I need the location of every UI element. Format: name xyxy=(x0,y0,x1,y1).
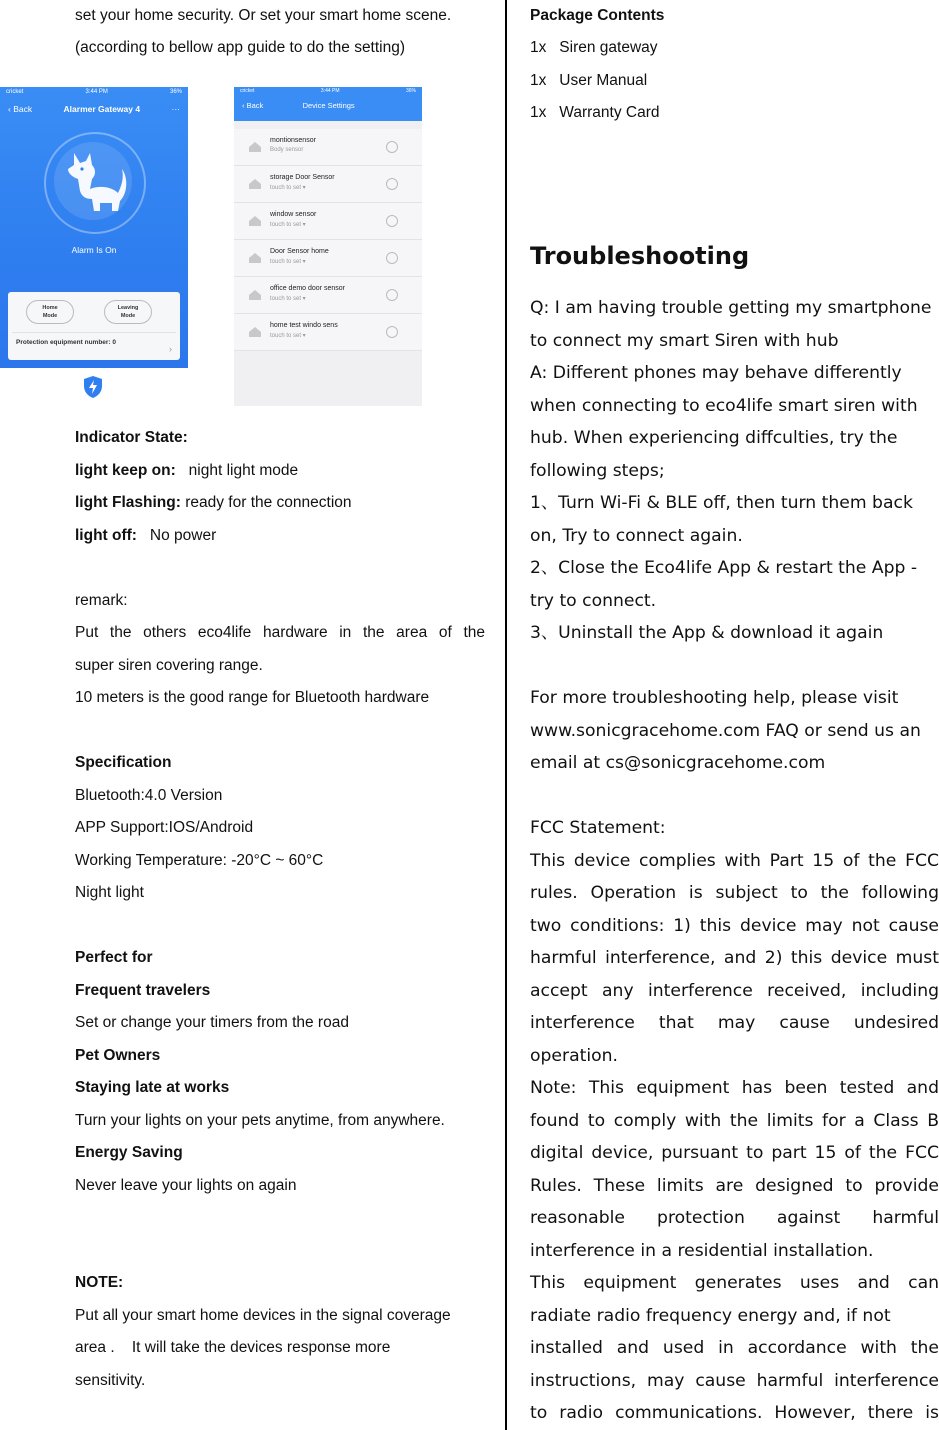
device-name: storage Door Sensor xyxy=(270,174,335,181)
fcc-equipment-line: to radio communications. However, there is xyxy=(530,1403,939,1423)
app-shield-icon xyxy=(82,375,104,399)
back-button[interactable]: ‹ Back xyxy=(8,104,33,114)
perfect-item: Set or change your timers from the road xyxy=(75,1014,349,1031)
house-icon xyxy=(248,141,262,153)
fcc-line: two conditions: 1) this device may not cause xyxy=(530,915,939,936)
status-bar xyxy=(0,87,188,102)
carrier: cricket xyxy=(240,88,255,94)
device-sub: touch to set ▾ xyxy=(270,185,306,191)
device-radio[interactable] xyxy=(386,141,398,153)
time: 3:44 PM xyxy=(85,89,108,95)
fcc-line: rules. Operation is subject to the following xyxy=(530,883,939,903)
package-item: 1x Warranty Card xyxy=(530,104,660,121)
question-line: to connect my smart Siren with hub xyxy=(530,330,839,351)
device-name: Door Sensor home xyxy=(270,248,329,255)
house-icon xyxy=(248,326,262,338)
question-line: Q: I am having trouble getting my smartphone xyxy=(530,298,932,318)
fcc-title: FCC Statement: xyxy=(530,818,666,838)
device-radio[interactable] xyxy=(386,252,398,264)
card-divider xyxy=(12,332,176,333)
spec-item: APP Support:IOS/Android xyxy=(75,819,254,836)
step-line: 1、Turn Wi-Fi & BLE off, then turn them back xyxy=(530,493,913,513)
fcc-note-line: reasonable protection against harmful xyxy=(530,1208,939,1228)
device-row[interactable] xyxy=(234,314,422,351)
dog-icon xyxy=(60,149,128,215)
perfect-item: Pet Owners xyxy=(75,1047,161,1064)
device-name: home test windo sens xyxy=(270,322,338,329)
nav-bar xyxy=(0,102,188,116)
step-line: on, Try to connect again. xyxy=(530,525,743,546)
device-radio[interactable] xyxy=(386,215,398,227)
device-row[interactable] xyxy=(234,240,422,277)
battery: 36% xyxy=(405,88,416,94)
spec-item: Working Temperature: -20°C ~ 60°C xyxy=(75,852,324,869)
remark-line: Put the others eco4life hardware in the area of the xyxy=(75,624,485,641)
home-mode-button[interactable]: Home Mode xyxy=(26,300,74,324)
perfect-title: Perfect for xyxy=(75,949,153,966)
back-button[interactable]: ‹ Back xyxy=(242,101,264,110)
device-name: montionsensor xyxy=(270,137,316,144)
protection-count[interactable]: Protection equipment number: 0 xyxy=(16,339,117,346)
house-icon xyxy=(248,215,262,227)
fcc-note-line: interference in a residential installation. xyxy=(530,1240,874,1261)
carrier: cricket xyxy=(6,89,24,95)
perfect-item: Staying late at works xyxy=(75,1079,230,1096)
note-line: area . It will take the devices response more xyxy=(75,1339,391,1356)
step-line: 3、Uninstall the App & download it again xyxy=(530,623,884,643)
more-menu-icon[interactable]: ··· xyxy=(171,104,180,114)
step-line: try to connect. xyxy=(530,590,657,611)
screen-title: Alarmer Gateway 4 xyxy=(63,104,141,114)
column-divider xyxy=(505,0,507,1430)
perfect-item: Energy Saving xyxy=(75,1144,183,1161)
nav-bar xyxy=(234,97,422,114)
note-line: Put all your smart home devices in the signal coverage xyxy=(75,1307,451,1324)
device-row[interactable] xyxy=(234,129,422,166)
fcc-line: harmful interference, and 2) this device must xyxy=(530,948,939,968)
answer-line: hub. When experiencing diffculties, try the xyxy=(530,428,898,448)
indicator-title: Indicator State: xyxy=(75,429,188,446)
help-line: email at cs@sonicgracehome.com xyxy=(530,753,826,773)
battery: 36% xyxy=(169,89,182,95)
device-row[interactable] xyxy=(234,203,422,240)
answer-line: following steps; xyxy=(530,460,665,481)
device-radio[interactable] xyxy=(386,178,398,190)
time: 3:44 PM xyxy=(320,88,340,94)
perfect-item: Frequent travelers xyxy=(75,982,211,999)
fcc-equipment-line: radiate radio frequency energy and, if not xyxy=(530,1305,891,1326)
answer-line: A: Different phones may behave differently xyxy=(530,363,902,383)
device-row[interactable] xyxy=(234,277,422,314)
note-title: NOTE: xyxy=(75,1274,124,1291)
app-screenshot-gateway xyxy=(0,87,188,368)
remark-line: 10 meters is the good range for Bluetooth hardware xyxy=(75,689,430,706)
app-screenshot-device-settings xyxy=(234,87,422,406)
step-line: 2、Close the Eco4life App & restart the App - xyxy=(530,558,918,578)
fcc-note-line: Rules. These limits are designed to provide xyxy=(530,1175,939,1196)
spacer xyxy=(234,121,422,129)
alarm-status: Alarm Is On xyxy=(71,245,117,255)
troubleshooting-body xyxy=(530,292,939,1430)
nav-header xyxy=(234,87,422,121)
help-line: www.sonicgracehome.com FAQ or send us an xyxy=(530,720,921,741)
device-row[interactable] xyxy=(234,166,422,203)
intro-line: (according to bellow app guide to do the setting) xyxy=(75,39,406,56)
package-item: 1x Siren gateway xyxy=(530,39,658,56)
indicator-item: light keep on: night light mode xyxy=(75,462,299,479)
help-line: For more troubleshooting help, please visit xyxy=(530,688,899,708)
spec-title: Specification xyxy=(75,754,172,771)
house-icon xyxy=(248,252,262,264)
screen-title: Device Settings xyxy=(302,101,355,110)
troubleshooting-title: Troubleshooting xyxy=(530,242,750,270)
device-sub: touch to set ▾ xyxy=(270,333,306,339)
answer-line: when connecting to eco4life smart siren with xyxy=(530,395,918,416)
fcc-line: interference that may cause undesired xyxy=(530,1013,939,1033)
device-radio[interactable] xyxy=(386,326,398,338)
leaving-mode-button[interactable]: Leaving Mode xyxy=(104,300,152,324)
package-title: Package Contents xyxy=(530,7,665,24)
fcc-note-line: digital device, pursuant to part 15 of the FCC xyxy=(530,1143,939,1163)
house-icon xyxy=(248,178,262,190)
device-sub: touch to set ▾ xyxy=(270,259,306,265)
fcc-equipment-line: instructions, may cause harmful interference xyxy=(530,1370,939,1391)
mode-card xyxy=(8,292,180,360)
fcc-equipment-line: This equipment generates uses and can xyxy=(530,1273,939,1293)
spec-item: Bluetooth:4.0 Version xyxy=(75,787,223,804)
fcc-line: This device complies with Part 15 of the FCC xyxy=(530,850,939,871)
perfect-item: Turn your lights on your pets anytime, from anywhere. xyxy=(75,1112,445,1129)
device-sub: touch to set ▾ xyxy=(270,222,306,228)
spec-item: Night light xyxy=(75,884,144,901)
device-radio[interactable] xyxy=(386,289,398,301)
fcc-note-line: Note: This equipment has been tested and xyxy=(530,1078,939,1098)
fcc-line: accept any interference received, including xyxy=(530,980,939,1001)
fcc-equipment-line: installed and used in accordance with the xyxy=(530,1338,939,1358)
remark-title: remark: xyxy=(75,592,128,609)
fcc-line: operation. xyxy=(530,1045,618,1066)
device-sub: Body sensor xyxy=(270,147,304,153)
status-bar xyxy=(234,87,422,97)
package-item: 1x User Manual xyxy=(530,72,648,89)
device-name: window sensor xyxy=(270,211,317,218)
remark-line: super siren covering range. xyxy=(75,657,263,674)
fcc-note-line: found to comply with the limits for a Class B xyxy=(530,1110,939,1131)
indicator-item: light Flashing: ready for the connection xyxy=(75,494,352,511)
indicator-item: light off: No power xyxy=(75,527,217,544)
device-name: office demo door sensor xyxy=(270,285,345,292)
note-line: sensitivity. xyxy=(75,1372,146,1389)
device-sub: touch to set ▾ xyxy=(270,296,306,302)
chevron-right-icon: › xyxy=(169,344,172,354)
intro-line: set your home security. Or set your smart home scene. xyxy=(75,7,452,24)
perfect-item: Never leave your lights on again xyxy=(75,1177,297,1194)
house-icon xyxy=(248,289,262,301)
